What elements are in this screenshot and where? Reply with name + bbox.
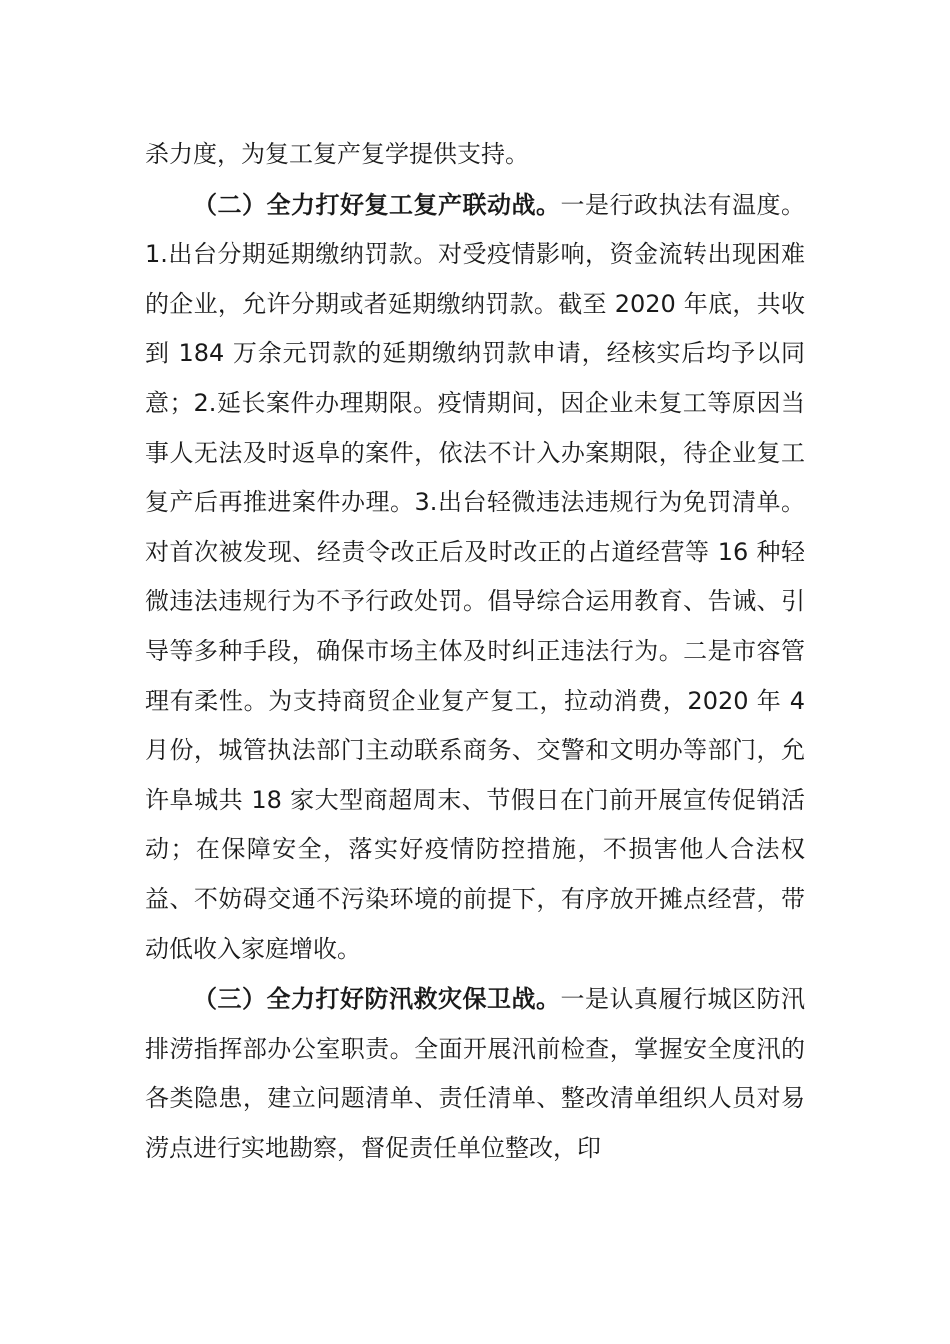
section-heading: （三）全力打好防汛救灾保卫战。 [193, 984, 561, 1014]
paragraph-text: 一是行政执法有温度。1.出台分期延期缴纳罚款。对受疫情影响，资金流转出现困难的企业，允许分期或者延期缴纳罚款。截至 2020 年底，共收到 184 万余元罚款的延期缴纳罚款申请，经核实后均予以同意；2.延长案件办理期限。疫情期间，因企业未复工等原因当事人无法及时返阜的案件，依法不计入办案期限，待企业复工复产后再推进案件办理。3.出台轻微违法违规行为免罚清单。对首次被发现、经责令改正后及时改正的占道经营等 16 种轻微违法违规行为不予行政处罚。倡导综合运用教育、告诫、引导等多种手段，确保市场主体及时纠正违法行为。二是市容管理有柔性。为支持商贸企业复产复工，拉动消费，2020 年 4 月份，城管执法部门主动联系商务、交警和文明办等部门，允许阜城共 18 家大型商超周末、节假日在门前开展宣传促销活动；在保障安全，落实好疫情防控措施，不损害他人合法权益、不妨碍交通不污染环境的前提下，有序放开摊点经营，带动低收入家庭增收。 [145, 190, 805, 963]
section-heading: （二）全力打好复工复产联动战。 [193, 189, 561, 219]
paragraph-section-2 [145, 180, 805, 975]
paragraph-text: 杀力度，为复工复产复学提供支持。 [145, 140, 529, 168]
paragraph-continuation [145, 130, 805, 180]
paragraph-text: 一是认真履行城区防汛排涝指挥部办公室职责。全面开展汛前检查，掌握安全度汛的各类隐患，建立问题清单、责任清单、整改清单组织人员对易涝点进行实地勘察，督促责任单位整改，印 [145, 985, 805, 1162]
document-body [145, 130, 805, 1173]
paragraph-section-3 [145, 974, 805, 1173]
